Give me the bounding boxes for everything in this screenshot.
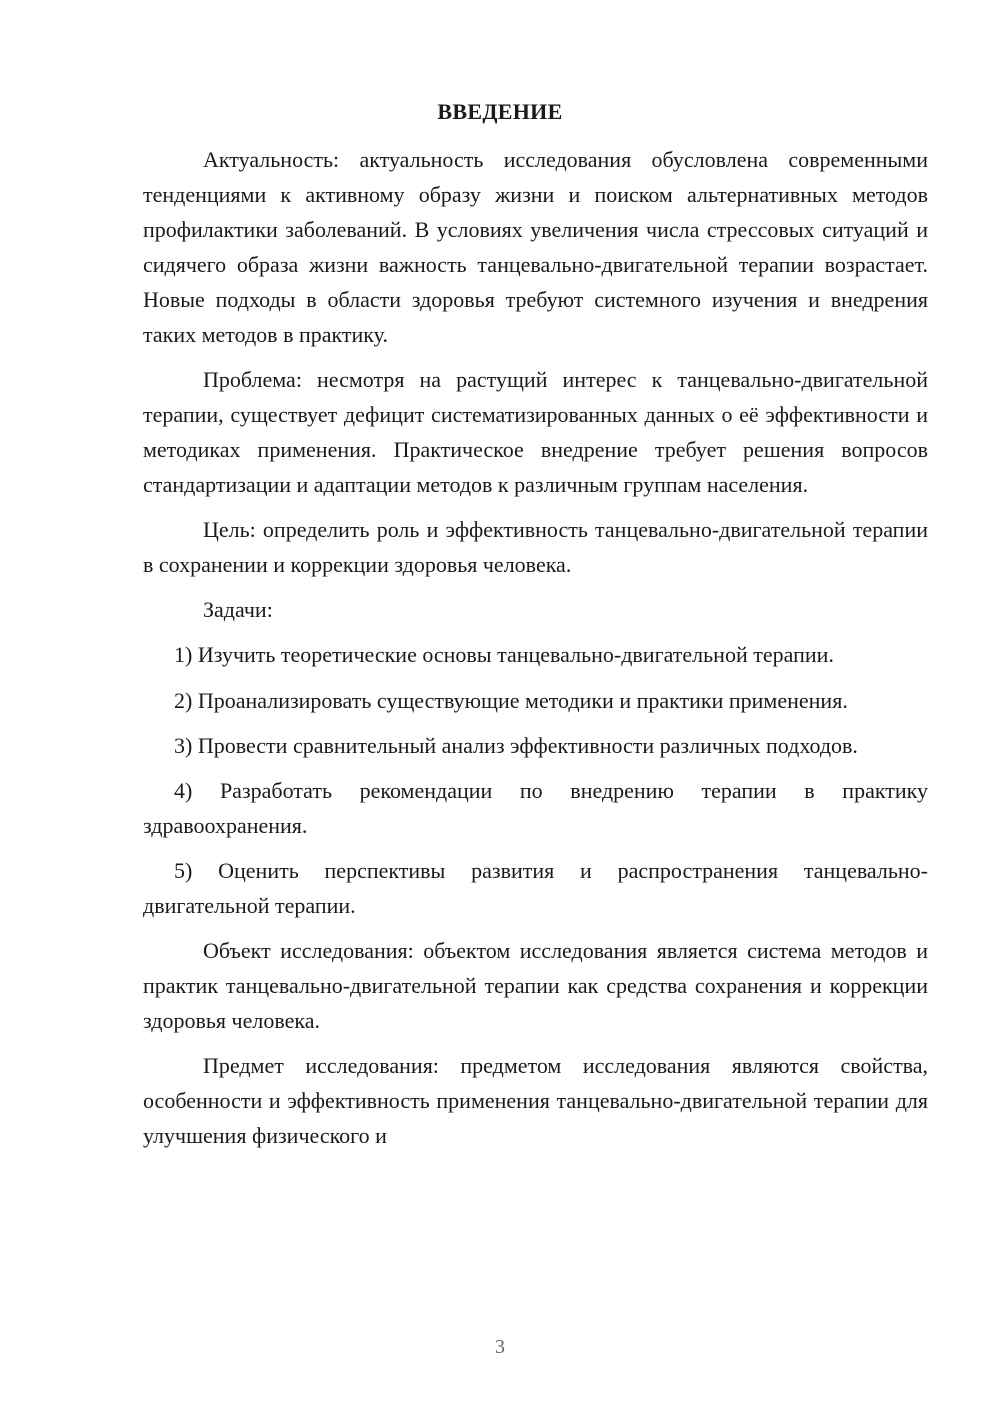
paragraph-relevance: Актуальность: актуальность исследования обусловлена современными тенденциями к активному образу жизни и поиском альтернативных методов профилактики заболеваний. В условиях увеличения числа стрессовых ситуаций и сидячего образа жизни важность танцевально-двигательной терапии возрастает. Новые подходы в области здоровья требуют системного изучения и внедрения таких методов в практику. <box>143 147 928 347</box>
section-heading: ВВЕДЕНИЕ <box>437 99 563 124</box>
paragraph-problem: Проблема: несмотря на растущий интерес к танцевально-двигательной терапии, существует дефицит систематизированных данных о её эффективности и методиках применения. Практическое внедрение требует решения вопросов стандартизации и адаптации методов к различным группам населения. <box>143 367 928 497</box>
page-number: 3 <box>495 1336 505 1358</box>
paragraph-goal: Цель: определить роль и эффективность танцевально-двигательной терапии в сохранении и коррекции здоровья человека. <box>143 517 928 577</box>
paragraph-object: Объект исследования: объектом исследования является система методов и практик танцевально-двигательной терапии как средства сохранения и коррекции здоровья человека. <box>143 938 928 1033</box>
task-item-3: 3) Провести сравнительный анализ эффективности различных подходов. <box>174 733 858 758</box>
task-item-2: 2) Проанализировать существующие методики и практики применения. <box>174 688 848 713</box>
task-item-5: 5) Оценить перспективы развития и распространения танцевально-двигательной терапии. <box>143 858 928 918</box>
body-text <box>143 142 928 1153</box>
task-item-1: 1) Изучить теоретические основы танцевально-двигательной терапии. <box>174 642 834 667</box>
task-item-4: 4) Разработать рекомендации по внедрению терапии в практику здравоохранения. <box>143 778 928 838</box>
paragraph-subject: Предмет исследования: предметом исследования являются свойства, особенности и эффективность применения танцевально-двигательной терапии для улучшения физического и <box>143 1053 928 1148</box>
tasks-label: Задачи: <box>203 597 273 622</box>
